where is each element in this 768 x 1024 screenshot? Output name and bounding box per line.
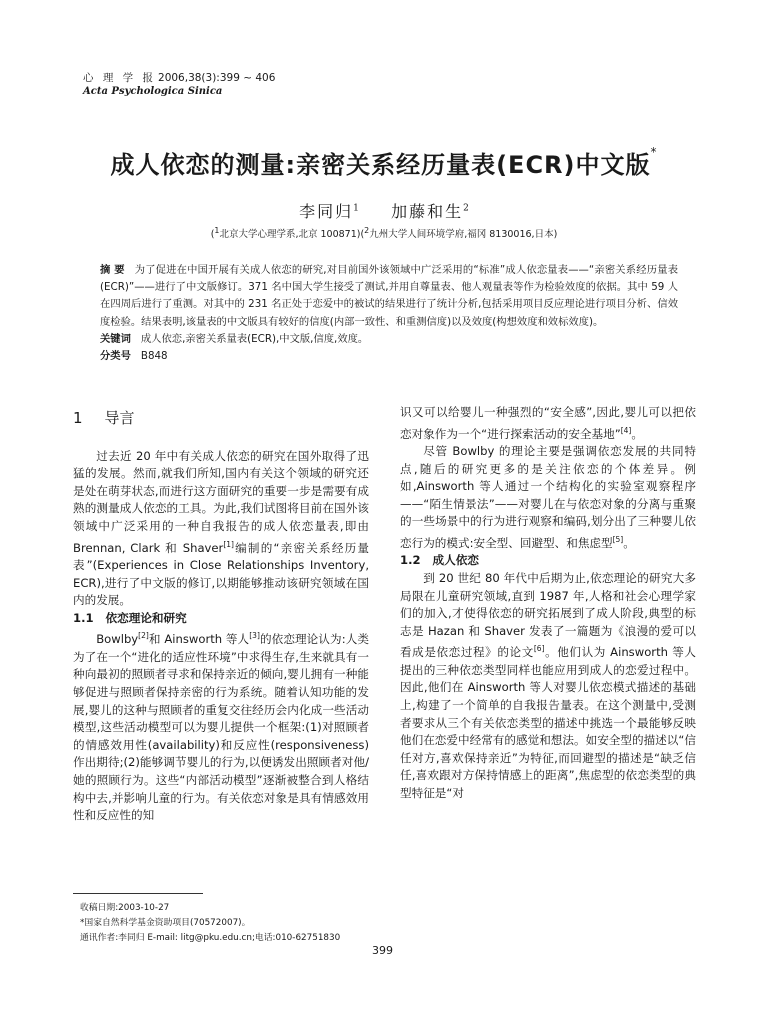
journal-name-cn: 心 理 学 报 [83,72,157,84]
title-footnote-mark: * [650,145,658,159]
body-text: 过去近 20 年中有关成人依恋的研究在国外取得了迅猛的发展。然而,就我们所知,国内有关这个领域的研究还是处在萌芽状态,而进行这方面研究的重要一步是需要有成熟的测量成人依恋的工具。为此,我们试图将目前在国外该领域中广泛采用的一种自我报告的成人依恋量表,即由 Brennan, Clark 和 Shaver [73,448,369,555]
author-affil-mark: 1 [353,203,359,214]
footnotes [80,901,340,947]
abstract-text: 为了促进在中国开展有关成人依恋的研究,对目前国外该领域中广泛采用的“标准”成人依恋量表——“亲密关系经历量表(ECR)”——进行了中文版修订。371 名中国大学生接受了测试,并用自尊量表、他人观量表等作为检验效度的依据。其中 59 人在四周后进行了重测。对其中的 231 名正处于恋爱中的被试的结果进行了统计分析,包括采用项目反应理论进行项目分析、信效度检验。结果表明,该量表的中文版具有较好的信度(内部一致性、和重测信度)以及效度(构想效度和效标效度)。 [100,264,678,328]
affiliation-mark: 2 [364,226,370,235]
author-affil-mark: 2 [463,203,469,214]
classification-label: 分类号 [100,350,131,363]
subsection-heading [73,610,369,628]
abstract-block [100,262,678,365]
body-text: 。 [631,426,643,441]
paper-title [0,145,768,180]
paper-title-text: 成人依恋的测量:亲密关系经历量表(ECR)中文版 [110,151,651,179]
body-paragraph [400,570,696,803]
subsection-title: 依恋理论和研究 [105,610,187,625]
section-heading [73,410,369,428]
left-column [73,410,369,825]
section-title: 导言 [104,409,135,427]
citation-ref: [6] [533,644,545,654]
citation-ref: [5] [612,535,624,545]
citation-ref: [1] [223,539,234,549]
citation-ref: [2] [138,631,149,641]
footnote-contact: 通讯作者:李同归 E-mail: litg@pku.edu.cn;电话:010-62751830 [80,933,341,944]
author-name: 李同归 [299,202,354,221]
subsection-number: 1.2 [400,553,421,568]
author-line [0,199,768,222]
abstract-label: 摘 要 [100,264,125,276]
right-column [400,404,696,803]
affiliation-text: 北京大学心理学系,北京 100871)( [219,229,365,241]
body-paragraph [400,404,696,443]
body-text: 的依恋理论认为:人类为了在一个“进化的适应性环境”中求得生存,生来就具有一种向最初的照顾者寻求和保持亲近的倾向,婴儿拥有一种能够促进与照顾者保持亲密的行为系统。随着认知功能的发展,婴儿的这种与照顾者的重复交往经历会内化成一些活动模型,这些活动模型可以为婴儿提供一个框架:(1)对照顾者的情感效用性(availability)和反应性(responsiveness)作出期待;(2)能够调节婴儿的行为,以便诱发出照顾者对他/她的照顾行为。这些“内部活动模型”逐渐被整合到人格结构中去,并影响儿童的行为。有关依恋对象是具有情感效用性和反应性的知 [73,632,369,823]
affiliation-text: ( [210,229,215,241]
citation-ref: [4] [620,425,632,435]
footnote-received: 收稿日期:2003-10-27 [80,903,170,913]
journal-name-en: Acta Psychologica Sinica [83,86,223,97]
keywords-label: 关键词 [100,332,131,345]
body-text: 尽管 Bowlby 的理论主要是强调依恋发展的共同特点,随后的研究更多的是关注依恋的个体差异。例如,Ainsworth 等人通过一个结构化的实验室观察程序——“陌生情景法”——对婴儿在与依恋对象的分离与重聚的一些场景中的行为进行观察和编码,划分出了三种婴儿依恋行为的模式:安全型、回避型、和焦虑型 [400,444,696,550]
body-text: 编制的“亲密关系经历量表”(Experiences in Close Relationships Inventory, ECR),进行了中文版的修订,以期能够推动该研究领域在国内的发展。 [73,540,369,608]
footnote-funding: *国家自然科学基金资助项目(70572007)。 [80,918,251,929]
author-name: 加藤和生 [391,202,464,221]
body-text: 到 20 世纪 80 年代中后期为止,依恋理论的研究大多局限在儿童研究领域,直到 1987 年,人格和社会心理学家们的加入,才使得依恋的研究拓展到了成人阶段,典型的标志是 Hazan 和 Shaver 发表了一篇题为《浪漫的爱可以看成是依恋过程》的论文 [400,571,696,660]
body-text: 。他们认为 Ainsworth 等人提出的三种依恋类型同样也能应用到成人的恋爱过程中。因此,他们在 Ainsworth 等人对婴儿依恋模式描述的基础上,构建了一个简单的自我报告量表。在这个测量中,受测者要求从三个有关依恋类型的描述中挑选一个最能够反映他们在恋爱中经常有的感觉和想法。如安全型的描述以“信任对方,喜欢保持亲近”为特征,而回避型的描述是“缺乏信任,喜欢跟对方保持情感上的距离”,焦虑型的依恋类型的典型特征是“对 [400,645,696,801]
subsection-heading [400,552,696,570]
body-paragraph [400,443,696,552]
body-text: 。 [623,535,635,550]
section-number: 1 [73,409,83,427]
keywords-text: 成人依恋,亲密关系量表(ECR),中文版,信度,效度。 [140,332,369,345]
classification [100,348,678,365]
body-text: 和 Ainsworth 等人 [148,632,250,647]
classification-value: B848 [140,350,168,363]
body-paragraph [73,448,369,610]
affiliation-text: 九州大学人间环境学府,福冈 8130016,日本) [369,229,558,241]
subsection-title: 成人依恋 [432,553,479,568]
body-text: Bowlby [96,632,139,647]
subsection-number: 1.1 [73,610,94,625]
affiliations [0,226,768,240]
journal-header [83,70,275,85]
body-paragraph [73,627,369,824]
citation-ref: [3] [249,631,260,641]
journal-citation: 2006,38(3):399 ~ 406 [158,72,276,84]
affiliation-mark: 1 [214,226,220,235]
abstract [100,262,678,331]
page-number: 399 [372,944,393,957]
keywords [100,331,678,348]
body-text: 识又可以给婴儿一种强烈的“安全感”,因此,婴儿可以把依恋对象作为一个“进行探索活动的安全基地” [400,405,696,441]
footnote-divider [73,893,203,894]
